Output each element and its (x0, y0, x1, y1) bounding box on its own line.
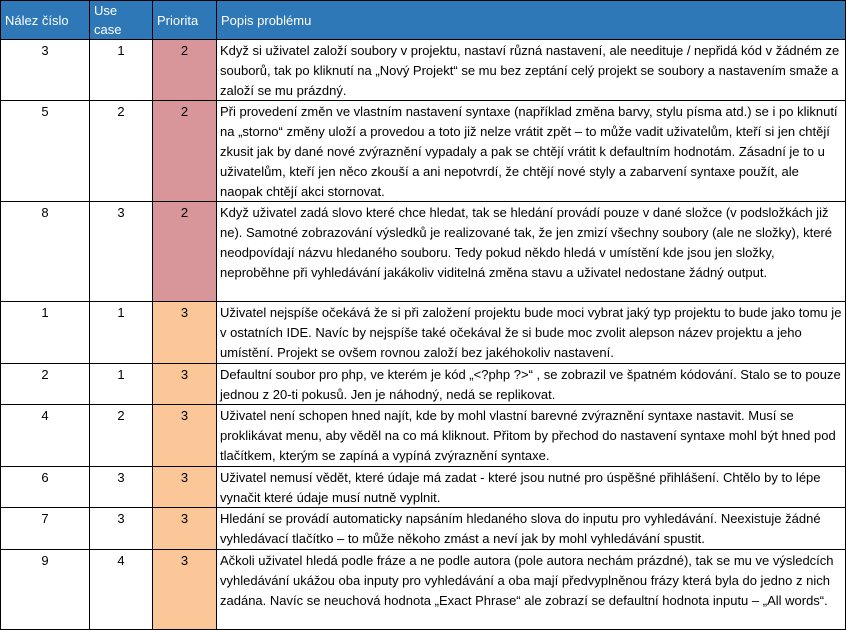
finding-number-cell: 7 (1, 508, 90, 550)
table-header-row (1, 1, 846, 40)
finding-number-cell: 3 (1, 40, 90, 101)
header-problem-description: Popis problému (217, 1, 846, 40)
priority-cell: 2 (153, 40, 217, 101)
description-cell: Defaultní soubor pro php, ve kterém je kód „<?php ?>“ , se zobrazil ve špatném kódování. Stalo se to pouze jednou z 20-ti pokusů. Jen je náhodný, nedá se replikovat. (217, 363, 846, 405)
priority-cell: 3 (153, 302, 217, 363)
header-use-case: Use case (90, 1, 153, 40)
description-cell: Když uživatel zadá slovo které chce hledat, tak se hledání provádí pouze v dané složce (v podsložkách již ne). Samotné zobrazování výsledků je realizované tak, že jen zmizí všechny soubory (ale ne složky), které neodpovídají názvu hledaného souboru. Tedy pokud někdo hledá v umístění kde jsou jen složky, neproběhne při vyhledávání jakákoliv viditelná změna stavu a uživatel nedostane žádný output. (217, 202, 846, 302)
finding-number-cell: 2 (1, 363, 90, 405)
table-row (1, 508, 846, 550)
description-cell: Uživatel nejspíše očekává že si při založení projektu bude moci vybrat jaký typ projektu to bude jako tomu je v ostatních IDE. Navíc by nejspíše také očekával že si bude moc zvolit alepson název projektu a jeho umístění. Projekt se ovšem rovnou založí bez jakéhokoliv nastavení. (217, 302, 846, 363)
table-row (1, 302, 846, 363)
finding-number-cell: 6 (1, 466, 90, 508)
use-case-cell: 2 (90, 101, 153, 202)
priority-cell: 3 (153, 363, 217, 405)
use-case-cell: 3 (90, 202, 153, 302)
priority-cell: 3 (153, 405, 217, 466)
priority-cell: 3 (153, 466, 217, 508)
table-row (1, 101, 846, 202)
use-case-cell: 1 (90, 40, 153, 101)
use-case-cell: 1 (90, 363, 153, 405)
finding-number-cell: 5 (1, 101, 90, 202)
priority-cell: 3 (153, 508, 217, 550)
table-row (1, 363, 846, 405)
description-cell: Uživatel nemusí vědět, které údaje má zadat - které jsou nutné pro úspěšné přihlášení. Chtělo by to lépe vynačit které údaje musí nutně vyplnit. (217, 466, 846, 508)
description-cell: Uživatel není schopen hned najít, kde by mohl vlastní barevné zvýraznění syntaxe nastavit. Musí se proklikávat menu, aby věděl na co má kliknout. Přitom by přechod do nastavení syntaxe mohl být hned pod tlačítkem, kterým se zapíná a vypíná zvýraznění syntaxe. (217, 405, 846, 466)
header-finding-number: Nález číslo (1, 1, 90, 40)
description-cell: Ačkoli uživatel hledá podle fráze a ne podle autora (pole autora nechám prázdné), tak se mu ve výsledcích vyhledávání ukážou oba inputy pro vyhledávání a oba mají předvyplněnou frázy která byla do jedno z nich zadána. Navíc se neuchová hodnota „Exact Phrase“ ale zobrazí se defaultní hodnota inputu – „All words“. (217, 549, 846, 629)
table-row (1, 40, 846, 101)
description-cell: Při provedení změn ve vlastním nastavení syntaxe (například změna barvy, stylu písma atd.) se i po kliknutí na „storno“ změny uloží a provedou a toto již nelze vrátit zpět – to může vadit uživatelům, kteří si jen chtějí zkusit jak by dané nové zvýraznění vypadaly a pak se chtějí vrátit k defaultním hodnotám. Zásadní je to u uživatelům, kteří jen něco zkouší a ani nepotvrdí, že chtějí nové styly a zabarvení syntaxe použít, ale naopak chtějí akci stornovat. (217, 101, 846, 202)
description-cell: Hledání se provádí automaticky napsáním hledaného slova do inputu pro vyhledávání. Neexistuje žádné vyhledávací tlačítko – to může někoho zmást a neví jak by mohl vyhledávání spustit. (217, 508, 846, 550)
use-case-cell: 3 (90, 466, 153, 508)
table-row (1, 405, 846, 466)
priority-cell: 3 (153, 549, 217, 629)
use-case-cell: 4 (90, 549, 153, 629)
use-case-cell: 1 (90, 302, 153, 363)
table-row (1, 202, 846, 302)
use-case-cell: 2 (90, 405, 153, 466)
use-case-cell: 3 (90, 508, 153, 550)
finding-number-cell: 4 (1, 405, 90, 466)
finding-number-cell: 8 (1, 202, 90, 302)
finding-number-cell: 1 (1, 302, 90, 363)
table-row (1, 466, 846, 508)
table-row (1, 549, 846, 629)
header-priority: Priorita (153, 1, 217, 40)
finding-number-cell: 9 (1, 549, 90, 629)
priority-cell: 2 (153, 101, 217, 202)
priority-cell: 2 (153, 202, 217, 302)
description-cell: Když si uživatel založí soubory v projektu, nastaví různá nastavení, ale needituje / nepřidá kód v žádném ze souborů, tak po kliknutí na „Nový Projekt“ se mu bez zeptání celý projekt se soubory a nastavením smaže a založí se mu prázdný. (217, 40, 846, 101)
